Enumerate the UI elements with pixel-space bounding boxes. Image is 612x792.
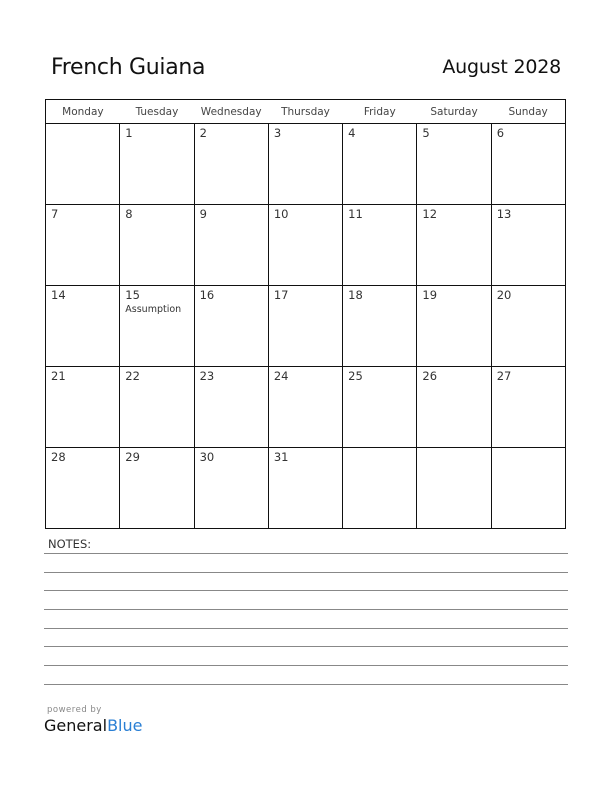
day-cell[interactable] — [194, 124, 268, 205]
generalblue-logo — [44, 716, 142, 735]
month-title: August 2028 — [442, 56, 561, 78]
day-cell[interactable] — [194, 205, 268, 286]
day-number: 8 — [125, 207, 133, 221]
day-number: 27 — [496, 369, 512, 383]
day-cell[interactable] — [417, 124, 491, 205]
day-cell[interactable] — [417, 448, 491, 529]
powered-by-label: powered by — [47, 705, 102, 715]
week-row — [46, 448, 566, 529]
day-cell[interactable] — [417, 205, 491, 286]
weekday-header-row — [46, 100, 566, 124]
notes-label: NOTES: — [48, 537, 92, 551]
day-cell[interactable] — [194, 367, 268, 448]
day-cell[interactable] — [343, 124, 417, 205]
day-cell[interactable] — [343, 205, 417, 286]
day-number: 7 — [51, 207, 59, 221]
day-cell[interactable] — [268, 367, 342, 448]
day-cell[interactable] — [120, 448, 194, 529]
day-number: 5 — [422, 126, 430, 140]
weekday-header: Saturday — [417, 100, 491, 124]
day-number: 22 — [125, 369, 140, 383]
day-cell[interactable] — [46, 367, 120, 448]
weekday-header: Wednesday — [194, 100, 268, 124]
day-cell[interactable] — [120, 124, 194, 205]
brand-blue: Blue — [107, 716, 143, 735]
day-cell[interactable] — [120, 367, 194, 448]
notes-line — [44, 665, 568, 666]
day-cell[interactable] — [491, 205, 565, 286]
notes-line — [44, 553, 568, 554]
day-number: 28 — [51, 450, 66, 464]
day-number: 30 — [199, 450, 215, 464]
day-number: 12 — [422, 207, 438, 221]
day-cell[interactable] — [46, 124, 120, 205]
day-cell[interactable] — [46, 448, 120, 529]
notes-line — [44, 609, 568, 610]
day-number: 9 — [199, 207, 207, 221]
day-number: 23 — [199, 369, 215, 383]
weekday-header: Thursday — [268, 100, 342, 124]
day-number: 15 — [125, 288, 140, 302]
brand-general: General — [44, 716, 108, 735]
notes-line — [44, 628, 568, 629]
day-number: 14 — [51, 288, 66, 302]
day-cell[interactable] — [343, 448, 417, 529]
day-number: 1 — [125, 126, 133, 140]
day-number: 17 — [273, 288, 289, 302]
day-number: 29 — [125, 450, 140, 464]
day-cell[interactable] — [417, 367, 491, 448]
day-cell[interactable] — [268, 448, 342, 529]
day-number: 31 — [273, 450, 289, 464]
country-title: French Guiana — [51, 55, 206, 80]
day-number: 2 — [199, 126, 207, 140]
notes-line — [44, 646, 568, 647]
day-number: 24 — [273, 369, 289, 383]
day-cell[interactable] — [268, 124, 342, 205]
week-row — [46, 205, 566, 286]
day-cell[interactable] — [46, 286, 120, 367]
day-number: 18 — [348, 288, 363, 302]
day-number: 13 — [496, 207, 512, 221]
notes-line — [44, 590, 568, 591]
holiday-label: Assumption — [125, 304, 182, 315]
week-row — [46, 124, 566, 205]
day-number: 25 — [348, 369, 363, 383]
day-number: 26 — [422, 369, 438, 383]
day-number: 19 — [422, 288, 438, 302]
day-cell[interactable] — [343, 286, 417, 367]
day-cell[interactable] — [120, 205, 194, 286]
day-number: 10 — [273, 207, 289, 221]
day-cell[interactable] — [417, 286, 491, 367]
notes-line — [44, 572, 568, 573]
calendar-grid — [45, 99, 566, 529]
day-number: 16 — [199, 288, 215, 302]
day-cell[interactable] — [194, 448, 268, 529]
day-cell[interactable] — [491, 124, 565, 205]
day-cell[interactable] — [120, 286, 194, 367]
day-number: 21 — [51, 369, 66, 383]
day-cell[interactable] — [343, 367, 417, 448]
day-cell[interactable] — [491, 448, 565, 529]
notes-line — [44, 684, 568, 685]
weekday-header: Sunday — [491, 100, 565, 124]
day-number: 3 — [273, 126, 282, 140]
day-cell[interactable] — [46, 205, 120, 286]
day-cell[interactable] — [194, 286, 268, 367]
day-number: 4 — [348, 126, 356, 140]
day-cell[interactable] — [268, 286, 342, 367]
weekday-header: Monday — [46, 100, 120, 124]
day-number: 20 — [496, 288, 512, 302]
day-cell[interactable] — [491, 367, 565, 448]
weekday-header: Friday — [343, 100, 417, 124]
weekday-header: Tuesday — [120, 100, 194, 124]
day-cell[interactable] — [268, 205, 342, 286]
day-number: 6 — [496, 126, 505, 140]
week-row — [46, 286, 566, 367]
week-row — [46, 367, 566, 448]
day-number: 11 — [348, 207, 363, 221]
day-cell[interactable] — [491, 286, 565, 367]
